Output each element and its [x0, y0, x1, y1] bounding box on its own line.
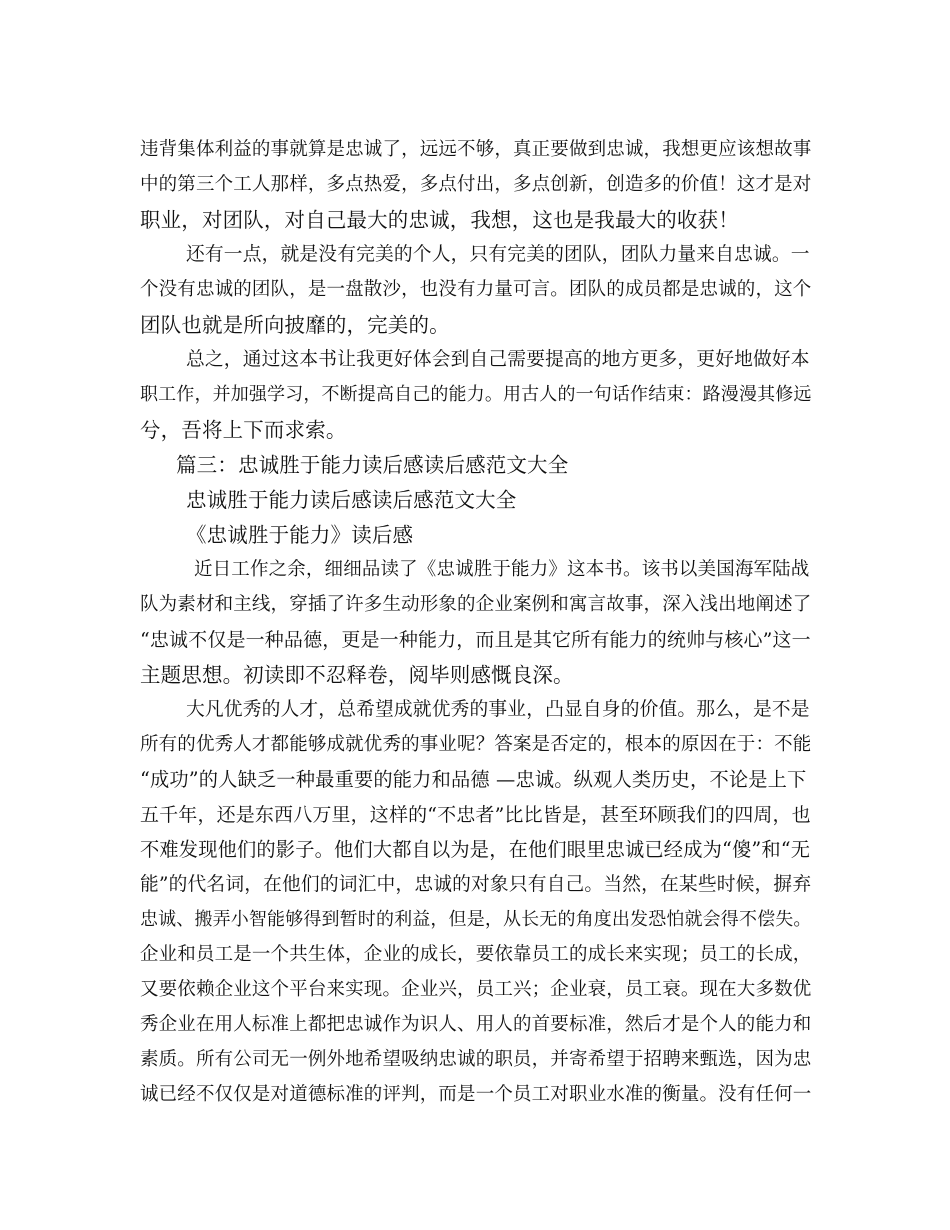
- text-line: 企业和员工是一个共生体，企业的成长，要依靠员工的成长来实现；员工的长成，: [140, 944, 812, 965]
- text-line: 中的第三个工人那样，多点热爱，多点付出，多点创新，创造多的价值！这才是对: [140, 174, 812, 195]
- text-line: “成功”的人缺乏一种最重要的能力和品德 —忠诚。纵观人类历史，不论是上下: [140, 768, 807, 791]
- text-line: 违背集体利益的事就算是忠诚了，远远不够，真正要做到忠诚，我想更应该想故事: [140, 139, 812, 160]
- article-subtitle: 《忠诚胜于能力》读后感: [186, 523, 414, 547]
- text-line: 职工作，并加强学习，不断提高自己的能力。用古人的一句话作结束：路漫漫其修远: [140, 384, 812, 405]
- article-title: 忠诚胜于能力读后感读后感范文大全: [186, 488, 517, 512]
- text-line: 总之，通过这本书让我更好体会到自己需要提高的地方更多，更好地做好本: [186, 349, 810, 370]
- section-heading: 篇三：忠诚胜于能力读后感读后感范文大全: [176, 453, 569, 477]
- text-line: 职业，对团队，对自己最大的忠诚，我想，这也是我最大的收获！: [140, 208, 739, 232]
- text-line: “忠诚不仅是一种品德，更是一种能力，而且是其它所有能力的统帅与核心”这一: [140, 629, 811, 651]
- text-line: 素质。所有公司无一例外地希望吸纳忠诚的职员，并寄希望于招聘来甄选，因为忠: [140, 1049, 812, 1070]
- text-line: 团队也就是所向披靡的，完美的。: [140, 313, 450, 337]
- text-line: 忠诚、搬弄小智能够得到暂时的利益，但是，从长无的角度出发恐怕就会得不偿失。: [140, 909, 812, 930]
- text-line: 还有一点，就是没有完美的个人，只有完美的团队，团队力量来自忠诚。一: [186, 244, 810, 265]
- text-line: 诚已经不仅仅是对道德标准的评判，而是一个员工对职业水准的衡量。没有任何一: [140, 1084, 812, 1105]
- text-line: 不难发现他们的影子。他们大都自以为是，在他们眼里忠诚已经成为“傻”和“无: [140, 838, 811, 861]
- text-line: 五千年，还是东西八万里，这样的“不忠者”比比皆是，甚至环顾我们的四周，也: [140, 804, 811, 826]
- text-line: 秀企业在用人标准上都把忠诚作为识人、用人的首要标准，然后才是个人的能力和: [140, 1014, 812, 1035]
- text-line: 个没有忠诚的团队，是一盘散沙，也没有力量可言。团队的成员都是忠诚的，这个: [140, 279, 812, 300]
- text-line: 兮，吾将上下而求索。: [140, 418, 347, 442]
- text-line: 大凡优秀的人才，总希望成就优秀的事业，凸显自身的价值。那么，是不是: [186, 699, 810, 720]
- text-line: 又要依赖企业这个平台来实现。企业兴，员工兴；企业衰，员工衰。现在大多数优: [140, 979, 812, 1000]
- text-line: 能”的代名词，在他们的词汇中，忠诚的对象只有自己。当然，在某些时候，摒弃: [140, 874, 812, 895]
- text-line: 近日工作之余，细细品读了《忠诚胜于能力》这本书。该书以美国海军陆战: [194, 559, 810, 580]
- text-line: 队为素材和主线，穿插了许多生动形象的企业案例和寓言故事，深入浅出地阐述了: [140, 594, 812, 615]
- text-line: 所有的优秀人才都能够成就优秀的事业呢？答案是否定的，根本的原因在于：不能: [140, 734, 812, 755]
- text-line: 主题思想。初读即不忍释卷，阅毕则感慨良深。: [140, 663, 574, 687]
